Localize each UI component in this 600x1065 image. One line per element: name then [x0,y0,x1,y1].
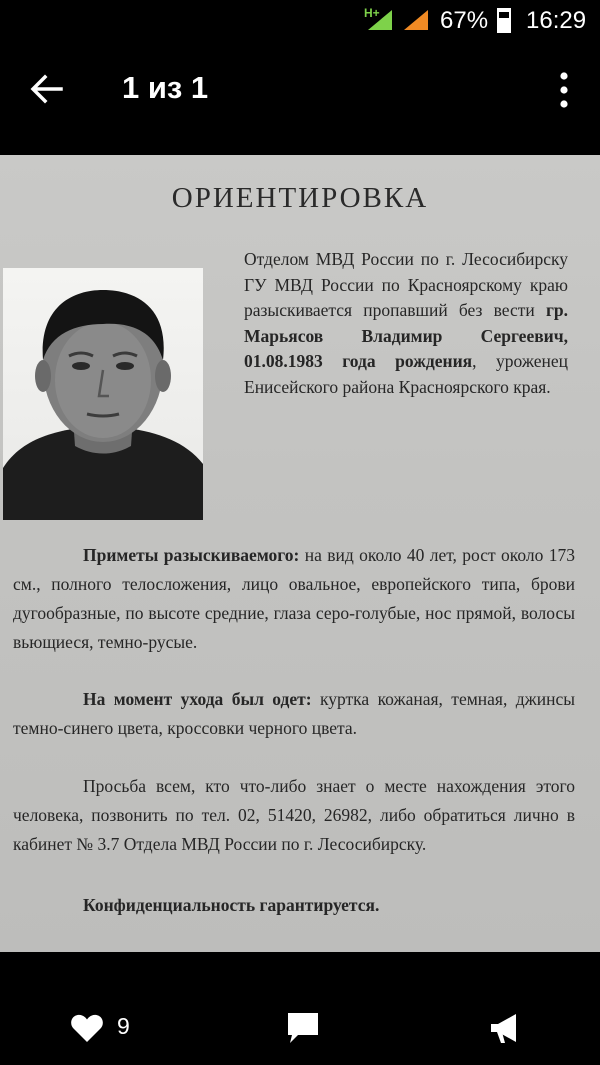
status-bar [0,0,600,42]
like-count: 9 [117,1013,130,1039]
clothes-label: На момент ухода был одет: [83,689,312,709]
intro-text-2: , уроженец Енисейского района Красноярского края. [244,351,568,397]
birth-date: 01.08.1983 года рождения [244,351,473,371]
signs-label: Приметы разыскиваемого: [83,545,300,565]
request-paragraph [13,772,575,859]
notice-intro [244,247,568,400]
comment-icon[interactable] [286,1011,320,1045]
back-arrow-icon[interactable] [28,72,64,106]
clothes-paragraph [13,685,575,743]
confidential-text: Конфиденциальность гарантируется. [83,895,380,915]
action-bar [0,985,600,1065]
heart-icon[interactable] [70,1013,104,1043]
megaphone-icon[interactable] [488,1011,522,1045]
confidential-paragraph [13,891,575,920]
displayed-image[interactable] [0,155,600,952]
request-text: Просьба всем, кто что-либо знает о месте нахождения этого человека, позвонить по тел. 02, 51420, 26982, либо обратиться лично в кабинет № 3.7 Отдела МВД России по г. Лесосибирску. [13,776,575,854]
network-type: H+ [364,6,380,20]
notice-title: ОРИЕНТИРОВКА [171,182,429,214]
missing-person-notice [0,155,600,952]
signal-strength-icon-2 [402,8,430,32]
person-photo [3,268,203,520]
person-name: гр. Марьясов Владимир Сергеевич, [244,300,568,346]
battery-percent: 67% [440,7,489,34]
signs-text: на вид около 40 лет, рост около 173 см., полного телосложения, лицо овальное, европейского типа, брови дугообразные, по высоте средние, глаза серо-голубые, нос прямой, волосы вьющиеся, темно-русые. [13,545,575,652]
battery-icon [497,8,511,33]
image-counter: 1 из 1 [122,70,209,105]
app-bar [0,42,600,138]
clothes-text: куртка кожаная, темная, джинсы темно-синего цвета, кроссовки черного цвета. [13,689,575,738]
signal-strength-icon [366,8,394,32]
more-options-icon[interactable] [550,68,578,112]
clock: 16:29 [526,7,587,34]
intro-text: Отделом МВД России по г. Лесосибирску ГУ МВД России по Красноярскому краю разыскивается пропавший без вести [244,249,568,320]
signs-paragraph [13,541,575,657]
